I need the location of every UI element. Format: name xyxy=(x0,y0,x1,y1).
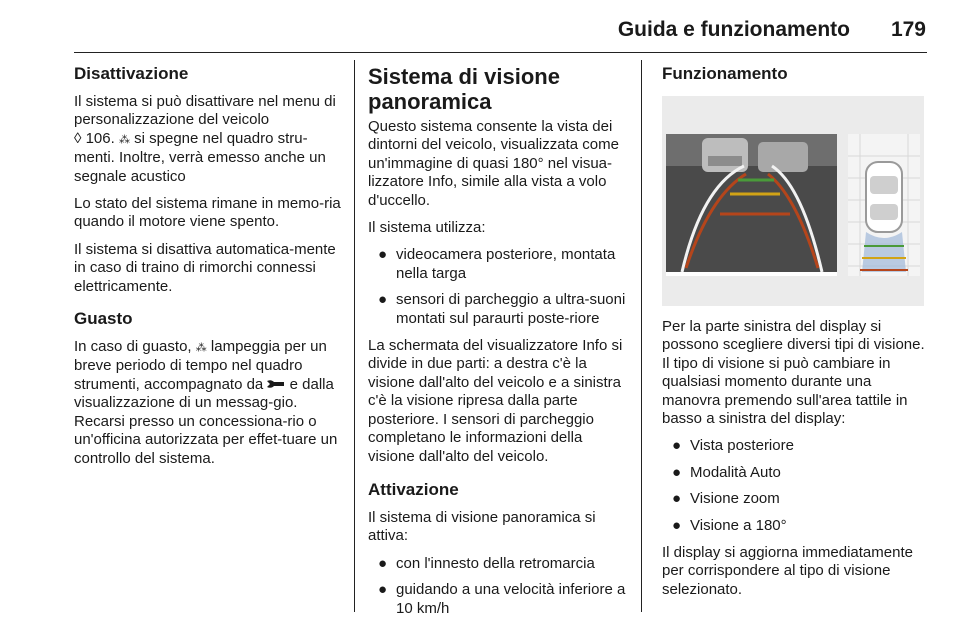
paragraph-memory: Lo stato del sistema rimane in memo-ria quando il motore viene spento. xyxy=(74,195,341,231)
page-number: 179 xyxy=(890,18,926,41)
column-1 xyxy=(74,64,342,477)
list-item xyxy=(662,490,926,508)
column-3 xyxy=(662,64,926,608)
list-item xyxy=(368,581,632,618)
paragraph-fault xyxy=(74,338,342,468)
page-header-title: Guida e funzionamento xyxy=(617,18,850,41)
list-item-text: videocamera posteriore, montata nella targa xyxy=(396,246,616,282)
list-item-text: guidando a una velocità inferiore a 10 km/h xyxy=(396,581,626,617)
parking-sensor-icon: ⁂ xyxy=(118,133,130,146)
heading-sistema-visione: Sistema di visione panoramica xyxy=(368,64,560,114)
list-item-text: Visione zoom xyxy=(690,490,780,508)
paragraph-activation: Il sistema di visione panoramica si attiva: xyxy=(368,508,596,545)
bullet-icon: ● xyxy=(672,437,682,455)
paragraph-view-selection: Per la parte sinistra del display si possono scegliere diversi tipi di visione. Il tipo di visione si può cambiare in qualsiasi momento durante una manovra premendo sull'area tattile in basso a sinistra del display: xyxy=(662,318,925,428)
list-item-text: Visione a 180° xyxy=(690,516,787,534)
heading-attivazione: Attivazione xyxy=(368,479,459,499)
text: si spegne nel quadro stru-menti. Inoltre, verrà emesso anche un segnale acustico xyxy=(74,129,326,185)
bullet-icon: ● xyxy=(378,246,388,264)
paragraph-display-update: Il display si aggiorna immediatamente per corrispondere al tipo di visione selezionato. xyxy=(662,544,913,598)
header-divider xyxy=(74,52,927,53)
bullet-icon: ● xyxy=(378,581,388,599)
list-item xyxy=(662,437,926,455)
paragraph-system-uses: Il sistema utilizza: xyxy=(368,219,486,237)
bullet-icon: ● xyxy=(672,516,682,534)
column-divider-1 xyxy=(354,60,355,612)
text: Il sistema si può disattivare nel menu di personalizzazione del veicolo xyxy=(74,93,336,129)
bullet-icon: ● xyxy=(672,490,682,508)
column-2 xyxy=(368,64,632,627)
heading-funzionamento: Funzionamento xyxy=(662,64,788,83)
heading-disattivazione: Disattivazione xyxy=(74,64,189,83)
paragraph-display-split: La schermata del visualizzatore Info si divide in due parti: a destra c'è la visione dall'alto del veicolo e a sinistra c'è la visione ripresa dalla parte posteriore. I sensori di parcheggio completano le informazioni della visione dall'alto del veicolo. xyxy=(368,337,623,465)
bullet-icon: ● xyxy=(672,463,682,481)
column-divider-2 xyxy=(641,60,642,612)
text: lampeggia per un breve periodo di tempo nel quadro strumenti, accompagnato da xyxy=(74,338,327,393)
service-wrench-icon xyxy=(267,376,289,393)
list-item xyxy=(368,246,632,283)
parking-sensor-icon: ⁂ xyxy=(195,342,207,355)
bullet-icon: ● xyxy=(378,291,388,309)
page-reference-link[interactable]: 106. xyxy=(85,129,115,147)
paragraph-deactivation xyxy=(74,93,342,186)
list-view-types xyxy=(662,437,926,535)
list-activation xyxy=(368,555,632,618)
list-item-text: con l'innesto della retromarcia xyxy=(396,554,595,572)
list-item-text: Modalità Auto xyxy=(690,463,781,481)
paragraph-intro: Questo sistema consente la vista dei dintorni del veicolo, visualizzata come un'immagine di quasi 180° nel visua-lizzatore Info, simile alla vista a volo d'uccello. xyxy=(368,118,619,209)
bullet-icon: ● xyxy=(378,554,388,572)
text: In caso di guasto, xyxy=(74,338,192,356)
page-reference-arrow-icon: ◊ xyxy=(74,129,82,147)
list-item-text: Vista posteriore xyxy=(690,437,794,455)
list-system-components xyxy=(368,246,632,328)
paragraph-auto-deactivation: Il sistema si disattiva automatica-mente in caso di traino di rimorchi connessi elettricamente. xyxy=(74,240,336,295)
text: e dalla visualizzazione di un messag-gio. Recarsi presso un concessiona-rio o un'officina autorizzata per effet-tuare un controllo del sistema. xyxy=(74,375,338,467)
panoramic-view-display-illustration xyxy=(662,96,924,306)
list-item xyxy=(662,464,926,482)
list-item xyxy=(662,517,926,535)
list-item xyxy=(368,555,632,573)
list-item-text: sensori di parcheggio a ultra-suoni montati sul paraurti poste-riore xyxy=(396,291,626,327)
list-item xyxy=(368,291,632,328)
heading-guasto: Guasto xyxy=(74,309,133,329)
display-illustration-icon xyxy=(662,96,924,306)
